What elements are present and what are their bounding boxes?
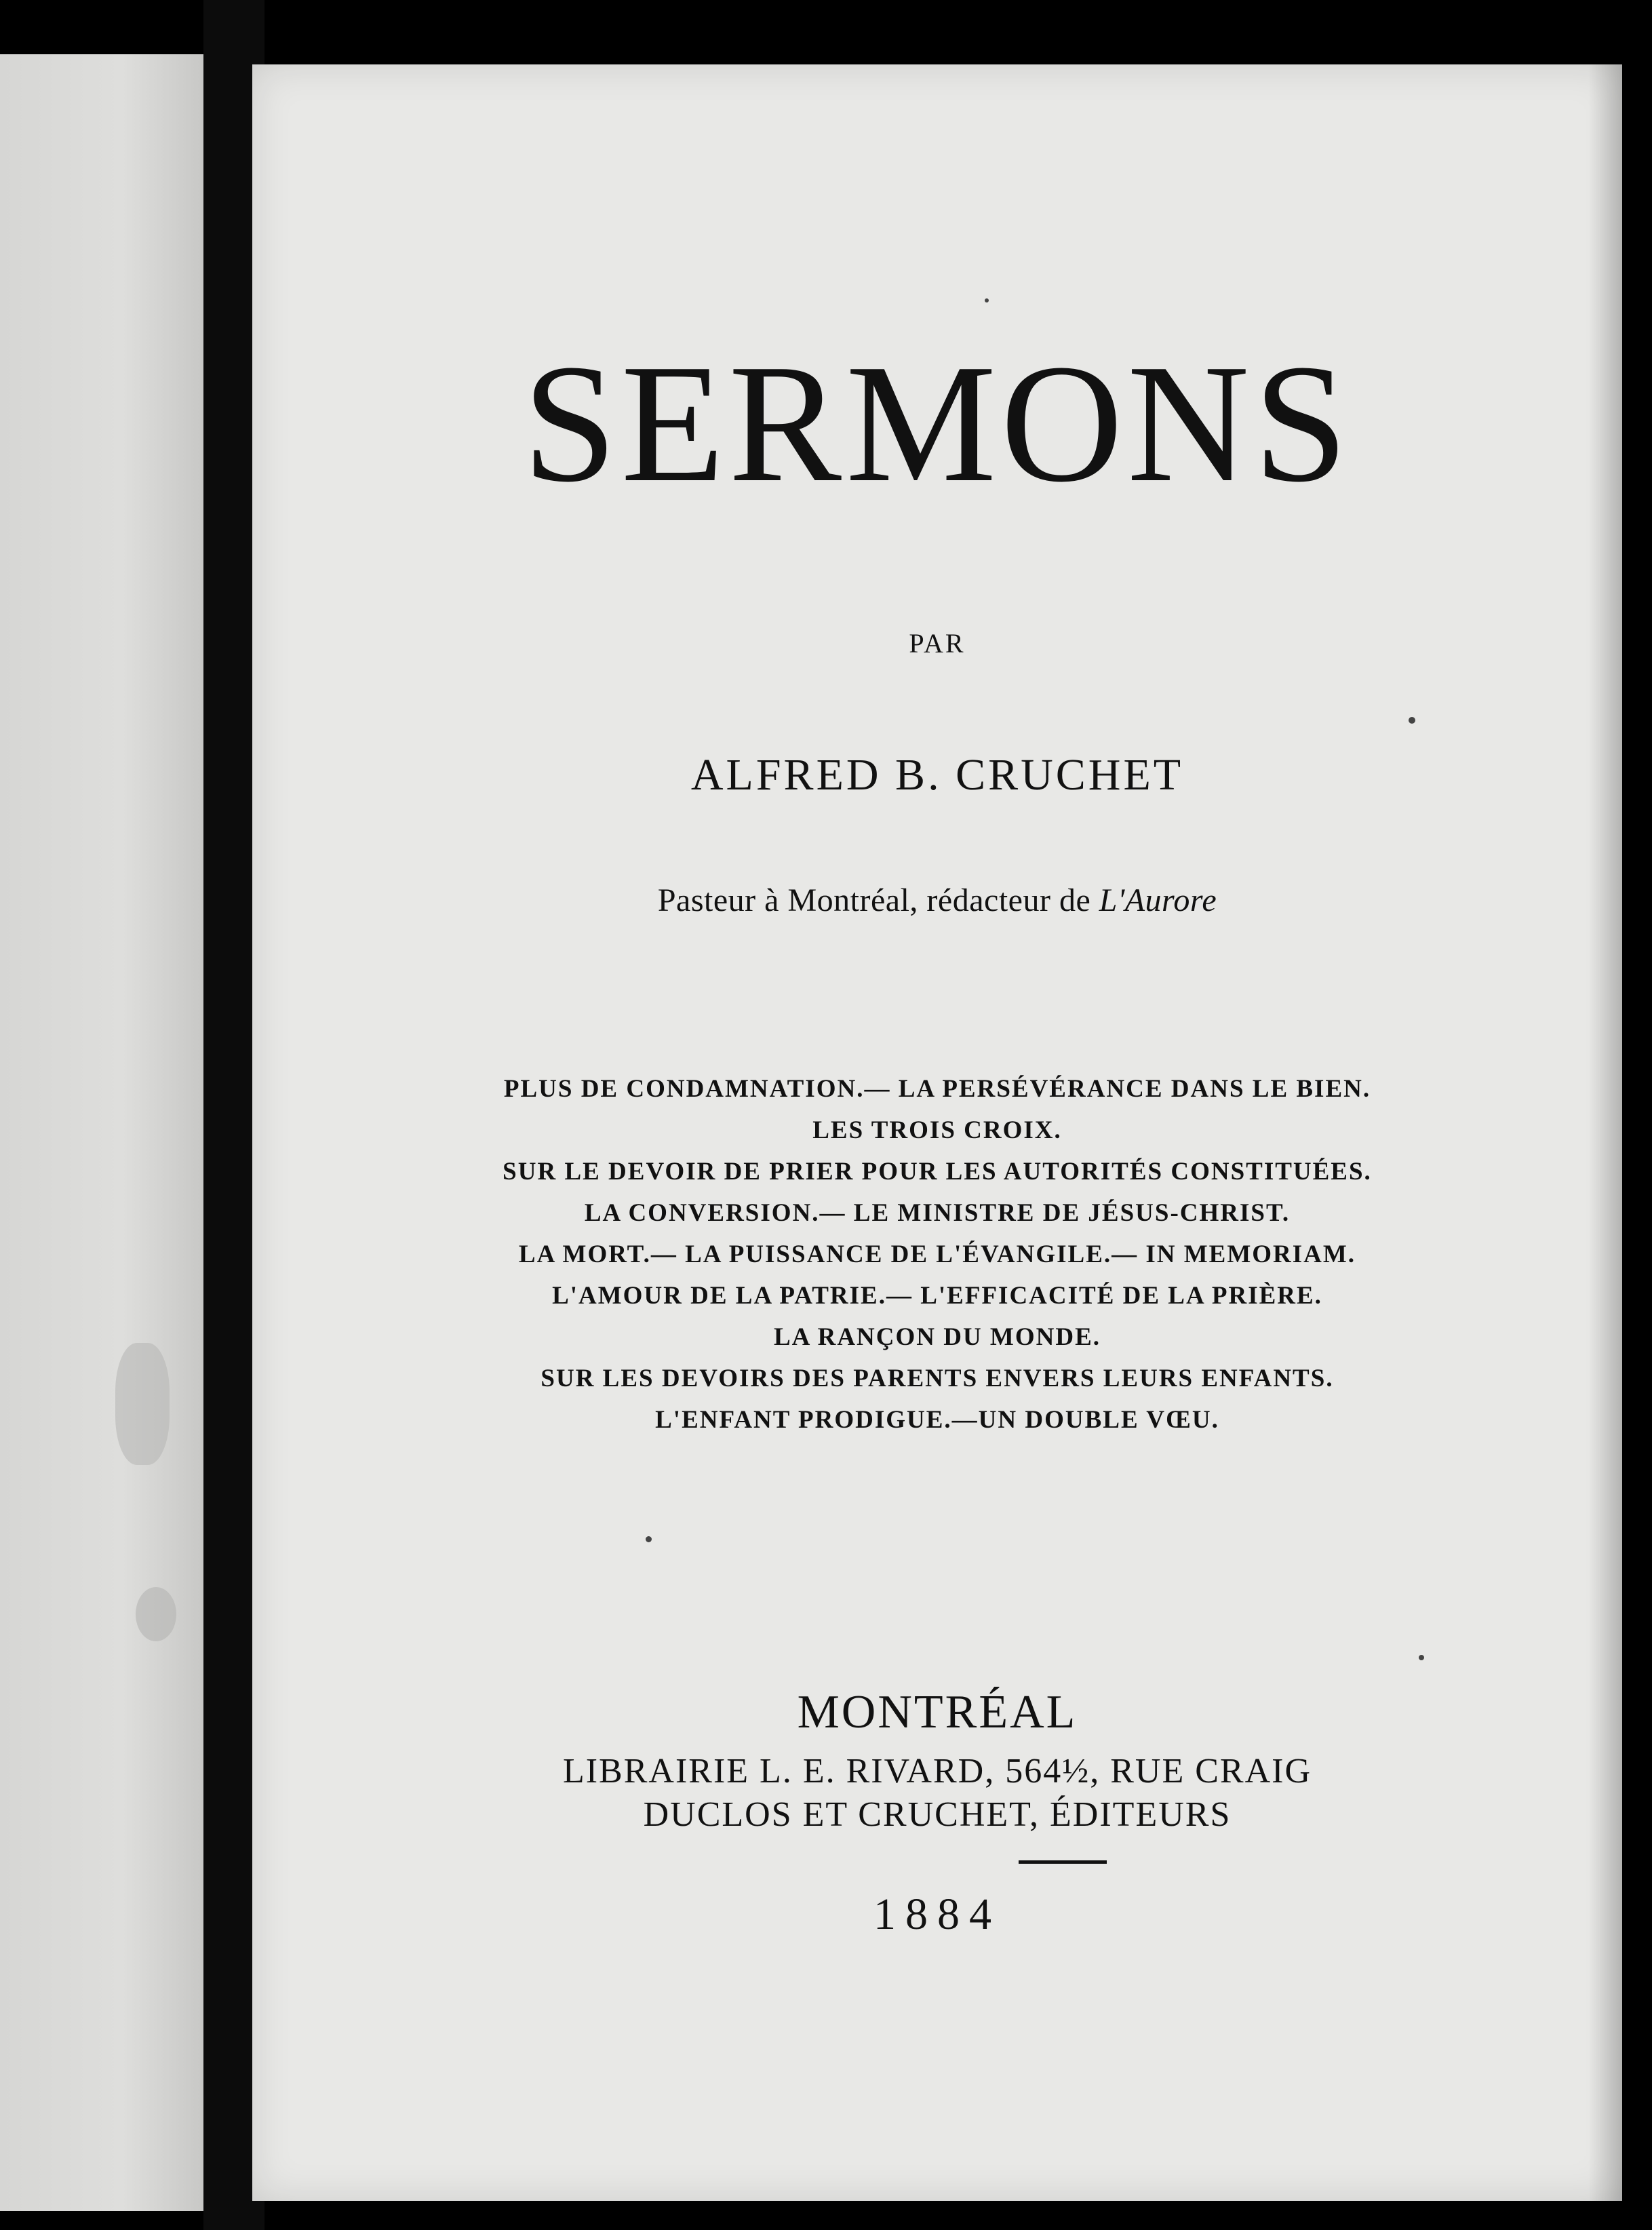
facing-page [0, 54, 203, 2211]
book-title: SERMONS [522, 330, 1352, 517]
paper-stain [136, 1587, 176, 1641]
sermon-list-line: L'ENFANT PRODIGUE.—UN DOUBLE VŒU. [655, 1406, 1219, 1434]
sermon-list-line: LA CONVERSION.— LE MINISTRE DE JÉSUS-CHRIST. [584, 1199, 1291, 1227]
divider-rule [1019, 1860, 1107, 1864]
publisher-line: LIBRAIRIE L. E. RIVARD, 564½, RUE CRAIG [562, 1752, 1312, 1791]
sermon-list-line: SUR LES DEVOIRS DES PARENTS ENVERS LEURS ENFANTS. [540, 1365, 1334, 1392]
author-name: ALFRED B. CRUCHET [690, 750, 1184, 800]
publisher-block [252, 1750, 1622, 1837]
sermon-list-line: SUR LE DEVOIR DE PRIER POUR LES AUTORITÉS CONSTITUÉES. [503, 1158, 1372, 1186]
author-role: Pasteur à Montréal, rédacteur de [657, 882, 1091, 918]
sermon-list-line: LES TROIS CROIX. [812, 1116, 1062, 1144]
sermon-list-line: LA MORT.— LA PUISSANCE DE L'ÉVANGILE.— IN MEMORIAM. [518, 1240, 1356, 1268]
publisher-line: DUCLOS ET CRUCHET, ÉDITEURS [643, 1795, 1232, 1834]
sermon-list-line: PLUS DE CONDAMNATION.— LA PERSÉVÉRANCE DANS LE BIEN. [503, 1075, 1371, 1103]
author-description [252, 882, 1622, 919]
publication-city: MONTRÉAL [797, 1686, 1078, 1738]
sermon-list-line: L'AMOUR DE LA PATRIE.— L'EFFICACITÉ DE LA PRIÈRE. [552, 1282, 1322, 1310]
by-line: PAR [909, 628, 966, 659]
paper-stain [115, 1343, 170, 1465]
journal-name: L'Aurore [1099, 882, 1217, 918]
title-page [252, 64, 1622, 2201]
sermon-list [252, 1068, 1622, 1441]
publication-year: 1884 [873, 1890, 1001, 1939]
sermon-list-line: LA RANÇON DU MONDE. [774, 1323, 1101, 1351]
